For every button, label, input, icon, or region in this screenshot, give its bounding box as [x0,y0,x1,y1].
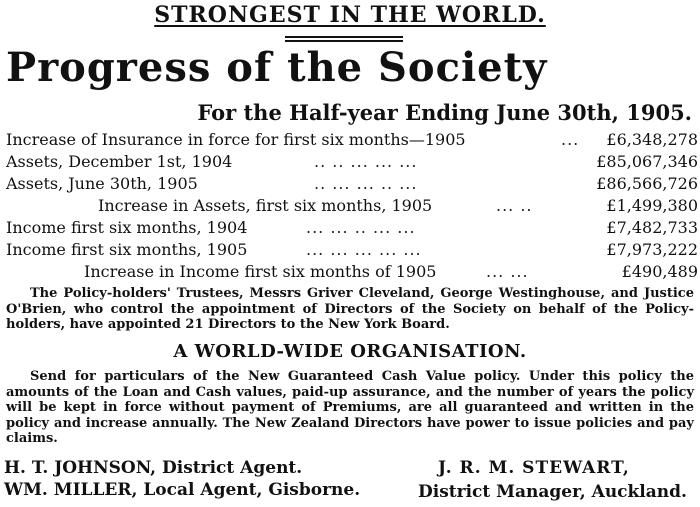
figure-label: Increase in Income first six months of 1905 [84,262,437,281]
figure-row [6,174,698,194]
figure-label: Assets, June 30th, 1905 [6,174,198,193]
figure-amount: £85,067,346 [596,152,698,171]
policy-paragraph: Send for particulars of the New Guaranteed Cash Value policy. Under this policy the amounts of the Loan and Cash values, paid-up assurance, and the number of years the policy will be kept in force without payment of Premiums, are all guaranteed and written in the policy and increase annually. The New Zealand Directors have power to issue policies and pay claims. [6,369,694,446]
figure-label: Income first six months, 1904 [6,218,248,237]
figure-amount: £1,499,380 [606,196,698,215]
figure-amount: £7,973,222 [606,240,698,259]
signature-district-agent: H. T. JOHNSON, District Agent. [4,458,303,478]
figure-row [6,130,698,150]
figure-amount: £6,348,278 [606,130,698,149]
figure-leader: .. ... ... .. ... [314,174,418,193]
figure-label: Increase in Assets, first six months, 1905 [98,196,433,215]
figure-leader: ... [561,130,580,149]
decorative-rule [285,34,403,44]
figure-row [6,262,698,282]
figure-label: Assets, December 1st, 1904 [6,152,233,171]
rule-line-bottom [285,40,403,42]
figure-row [6,240,698,260]
page-subtitle: For the Half-year Ending June 30th, 1905. [197,100,692,125]
figure-row [6,196,698,216]
signature-manager-role: District Manager, Auckland. [418,482,687,502]
figure-leader: ... ... ... ... ... [306,240,422,259]
figure-amount: £490,489 [621,262,698,281]
figure-leader: ... ... .. ... ... [306,218,416,237]
figure-leader: ... ... [486,262,529,281]
section-heading: A WORLD-WIDE ORGANISATION. [173,341,527,362]
page-title: Progress of the Society [6,44,548,91]
figure-label: Increase of Insurance in force for first six months—1905 [6,130,466,149]
figure-label: Income first six months, 1905 [6,240,248,259]
signature-manager-name: J. R. M. STEWART, [438,458,630,478]
rule-line-top [285,36,403,38]
figure-leader: .. .. ... ... ... [314,152,418,171]
trustees-paragraph: The Policy-holders' Trustees, Messrs Griver Cleveland, George Westinghouse, and Justice O'Brien, who control the appointment of Directors of the Society on behalf of the Policy-holders, have appointed 21 Directors to the New York Board. [6,286,694,332]
figure-amount: £7,482,733 [606,218,698,237]
strap-heading: STRONGEST IN THE WORLD. [154,2,546,28]
signature-local-agent: WM. MILLER, Local Agent, Gisborne. [4,480,361,500]
figure-amount: £86,566,726 [596,174,698,193]
figure-leader: ... .. [496,196,533,215]
figure-row [6,218,698,238]
figure-row [6,152,698,172]
